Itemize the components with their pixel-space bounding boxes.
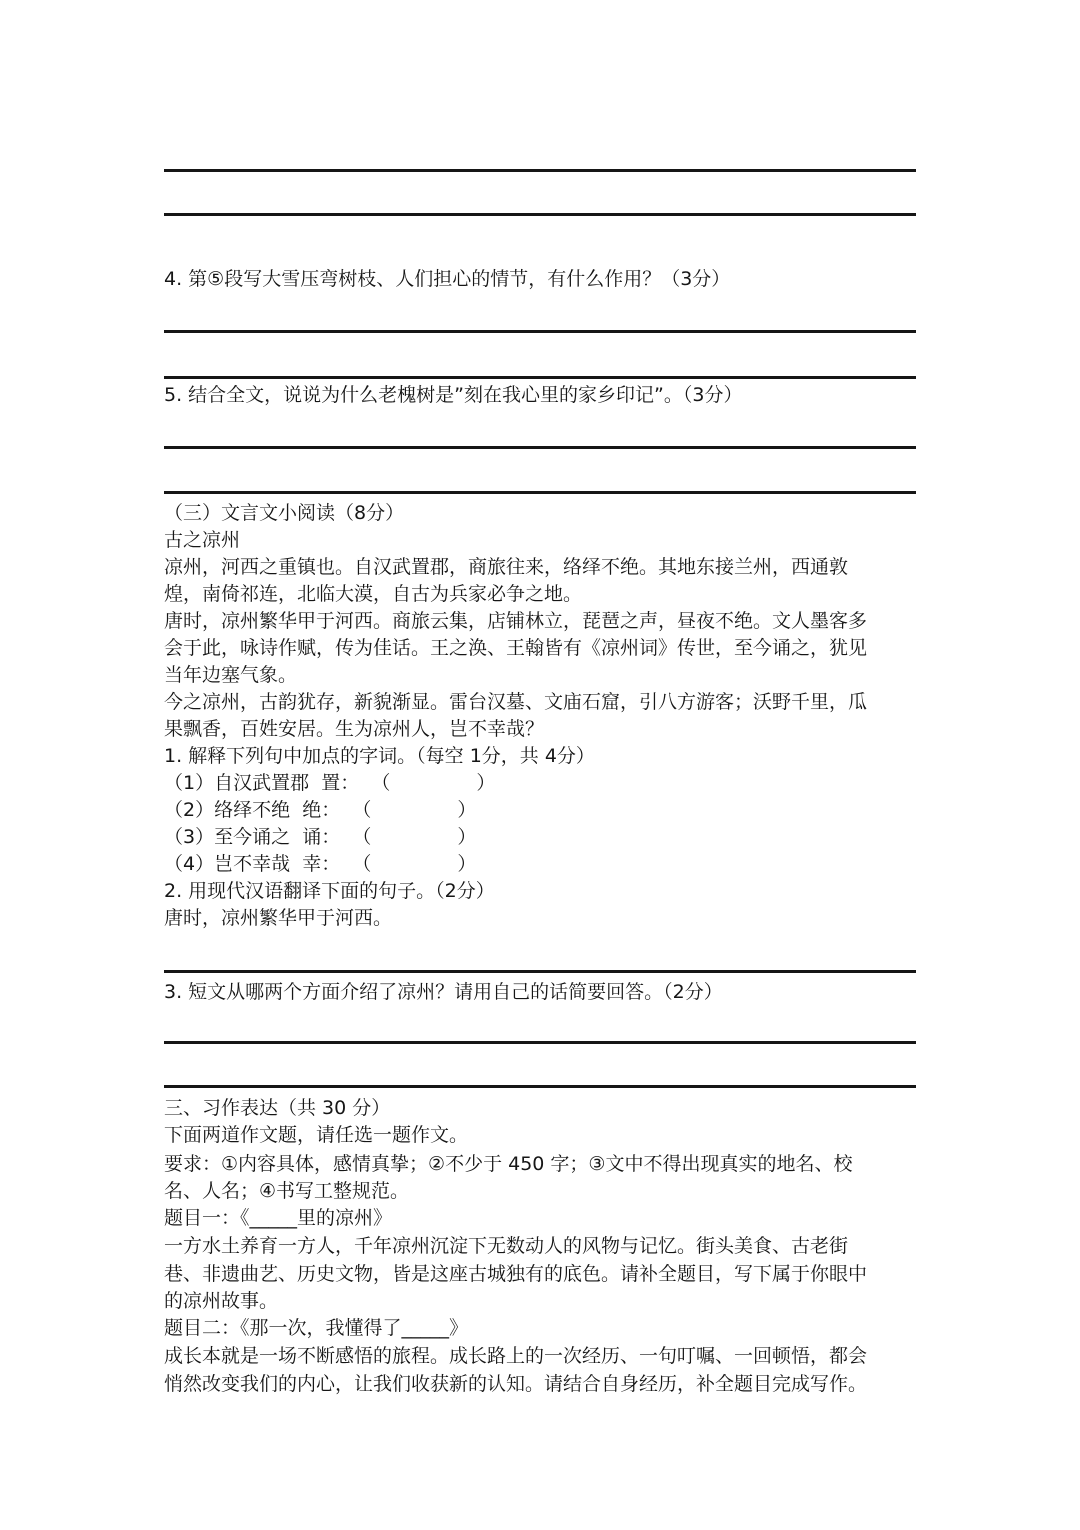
writing-requirements: 名、人名；④书写工整规范。 [164, 1180, 410, 1202]
answer-line [164, 1085, 916, 1088]
answer-line [164, 491, 916, 494]
answer-line [164, 330, 916, 333]
question-5: 5. 结合全文，说说为什么老槐树是”刻在我心里的家乡印记”。（3分） [164, 384, 743, 406]
item-sentence: 自汉武置郡 [214, 772, 310, 794]
topic-1-text: 一方水土养育一方人，千年凉州沉淀下无数动人的风物与记忆。街头美食、古老街 [164, 1235, 849, 1257]
vocab-item [164, 770, 495, 797]
section-heading: （三）文言文小阅读（8分） [164, 502, 405, 524]
passage-title: 古之凉州 [164, 529, 241, 551]
paren-open: （ [352, 799, 372, 821]
paren-close: ） [457, 853, 477, 875]
item-number: （2） [164, 799, 215, 821]
paren-close: ） [457, 799, 477, 821]
paren-close: ） [476, 772, 496, 794]
writing-intro: 下面两道作文题，请任选一题作文。 [164, 1124, 469, 1146]
item-sentence: 络绎不绝 [214, 799, 291, 821]
topic-2-text: 成长本就是一场不断感悟的旅程。成长路上的一次经历、一句叮嘱、一回顿悟，都会 [164, 1345, 868, 1367]
item-number: （4） [164, 853, 215, 875]
passage-line: 煌，南倚祁连，北临大漠，自古为兵家必争之地。 [164, 583, 583, 605]
paren-close: ） [457, 826, 477, 848]
topic-1-text: 的凉州故事。 [164, 1290, 279, 1312]
topic-1-text: 巷、非遗曲艺、历史文物，皆是这座古城独有的底色。请补全题目，写下属于你眼中 [164, 1263, 868, 1285]
item-word: 绝： [302, 799, 341, 821]
topic-1-title: 题目一：《_____里的凉州》 [164, 1207, 393, 1229]
item-number: （3） [164, 826, 215, 848]
passage-line: 凉州，河西之重镇也。自汉武置郡，商旅往来，络绎不绝。其地东接兰州，西通敦 [164, 556, 849, 578]
writing-requirements: 要求：①内容具体，感情真挚；②不少于 450 字；③文中不得出现真实的地名、校 [164, 1153, 853, 1175]
answer-line [164, 213, 916, 216]
passage-line: 今之凉州，古韵犹存，新貌渐显。雷台汉墓、文庙石窟，引八方游客；沃野千里，瓜 [164, 691, 868, 713]
item-number: （1） [164, 772, 215, 794]
vocab-item [164, 824, 476, 851]
paren-open: （ [371, 772, 391, 794]
item-sentence: 岂不幸哉 [214, 853, 291, 875]
vocab-item [164, 851, 476, 878]
question-4: 4. 第⑤段写大雪压弯树枝、人们担心的情节，有什么作用？（3分） [164, 268, 731, 290]
sub-question-3: 3. 短文从哪两个方面介绍了凉州？请用自己的话简要回答。（2分） [164, 981, 723, 1003]
item-word: 幸： [302, 853, 341, 875]
paren-open: （ [352, 826, 372, 848]
sub-question-2: 2. 用现代汉语翻译下面的句子。（2分） [164, 880, 495, 902]
passage-line: 果飘香，百姓安居。生为凉州人，岂不幸哉？ [164, 718, 545, 740]
paren-open: （ [352, 853, 372, 875]
answer-line [164, 169, 916, 172]
passage-line: 当年边塞气象。 [164, 664, 298, 686]
passage-line: 会于此，咏诗作赋，传为佳话。王之涣、王翰皆有《凉州词》传世，至今诵之，犹见 [164, 637, 868, 659]
writing-heading: 三、习作表达（共 30 分） [164, 1097, 391, 1119]
topic-2-text: 悄然改变我们的内心，让我们收获新的认知。请结合自身经历，补全题目完成写作。 [164, 1373, 868, 1395]
answer-line [164, 970, 916, 973]
sub-question-1: 1. 解释下列句中加点的字词。（每空 1分，共 4分） [164, 745, 595, 767]
answer-line [164, 1041, 916, 1044]
vocab-item [164, 797, 476, 824]
passage-line: 唐时，凉州繁华甲于河西。商旅云集，店铺林立，琵琶之声，昼夜不绝。文人墨客多 [164, 610, 868, 632]
item-word: 诵： [302, 826, 341, 848]
answer-line [164, 376, 916, 379]
item-word: 置： [321, 772, 360, 794]
answer-line [164, 446, 916, 449]
topic-2-title: 题目二：《那一次，我懂得了_____》 [164, 1317, 469, 1339]
item-sentence: 至今诵之 [214, 826, 291, 848]
translate-sentence: 唐时，凉州繁华甲于河西。 [164, 907, 393, 929]
